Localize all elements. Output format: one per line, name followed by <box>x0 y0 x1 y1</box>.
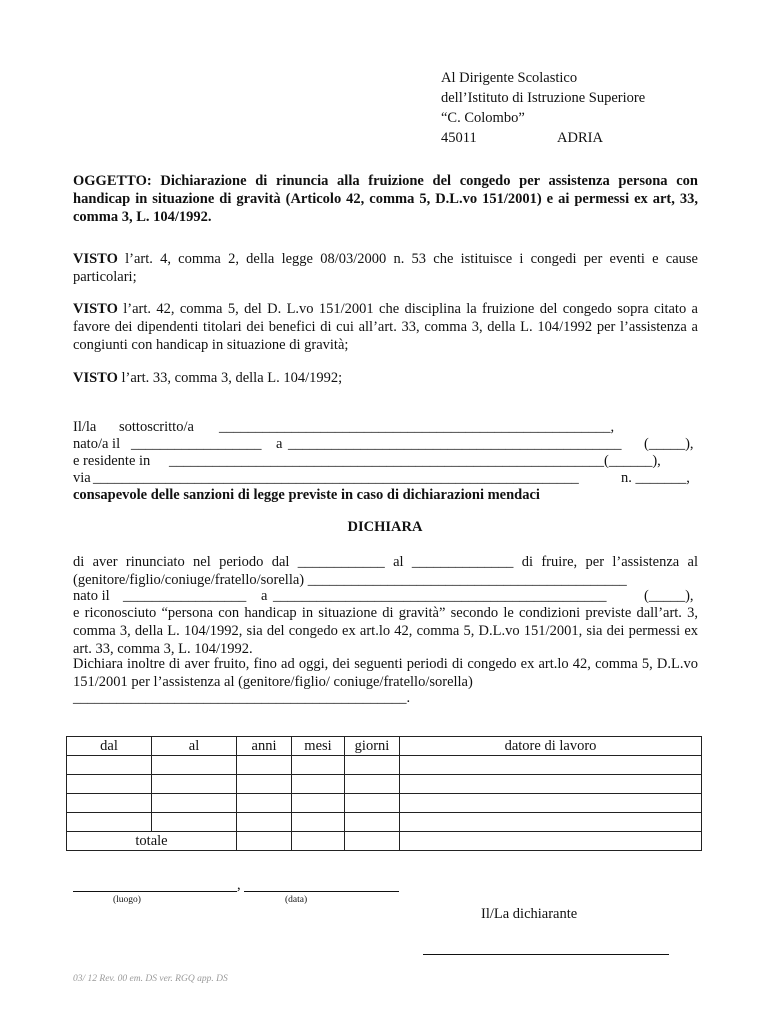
visto-text-1: l’art. 4, comma 2, della legge 08/03/2000 n. 53 che istituisce i congedi per eventi e cause particolari; <box>73 251 698 285</box>
table-cell[interactable] <box>237 794 292 813</box>
visto-label-2: VISTO <box>73 301 118 317</box>
periods-table <box>66 736 702 851</box>
label-nato-il-2: nato il <box>73 588 110 604</box>
table-row <box>67 775 702 794</box>
visto-paragraph-3 <box>73 369 698 387</box>
label-via: via <box>73 470 91 486</box>
body-paragraph-1: di aver rinunciato nel periodo dal ____________ al ______________ di fruire, per l’assistenza al (genitore/figlio/coniuge/fratello/sorella) ____________________________________________ <box>73 554 698 588</box>
table-total-row <box>67 832 702 851</box>
table-cell[interactable] <box>237 813 292 832</box>
birth-place-field[interactable]: ______________________________________________ <box>288 436 622 452</box>
table-header-row <box>67 737 702 756</box>
table-cell[interactable] <box>237 775 292 794</box>
table-cell[interactable] <box>400 813 702 832</box>
body-row-nato <box>73 587 698 605</box>
label-il-la: Il/la <box>73 419 97 435</box>
table-row <box>67 794 702 813</box>
name-field[interactable]: ______________________________________________________, <box>219 419 615 435</box>
street-field[interactable]: ___________________________________________________________________ <box>93 470 579 486</box>
table-cell[interactable] <box>67 794 152 813</box>
relative-birth-date-field[interactable]: _________________ <box>123 588 247 604</box>
header-dal: dal <box>67 737 152 756</box>
table-cell[interactable] <box>400 775 702 794</box>
form-row-residence <box>73 452 698 470</box>
address-line-2: dell’Istituto di Istruzione Superiore <box>441 90 646 106</box>
relative-province-field[interactable]: (_____), <box>644 588 694 604</box>
table-cell[interactable] <box>345 775 400 794</box>
street-number-field[interactable]: n. _______, <box>621 470 690 486</box>
header-giorni: giorni <box>345 737 400 756</box>
table-cell[interactable] <box>67 775 152 794</box>
label-data: (data) <box>285 895 308 905</box>
table-cell[interactable] <box>152 756 237 775</box>
birth-province-field[interactable]: (_____), <box>644 436 694 452</box>
total-cell[interactable] <box>292 832 345 851</box>
table-cell[interactable] <box>292 813 345 832</box>
signature-label: Il/La dichiarante <box>481 906 578 922</box>
form-row-name <box>73 418 698 436</box>
visto-text-3: l’art. 33, comma 3, della L. 104/1992; <box>117 370 343 386</box>
visto-paragraph-2 <box>73 300 698 354</box>
dichiara-heading: DICHIARA <box>347 519 423 535</box>
table-cell[interactable] <box>292 794 345 813</box>
total-cell[interactable] <box>400 832 702 851</box>
place-field[interactable] <box>73 891 237 892</box>
visto-text-2: l’art. 42, comma 5, del D. L.vo 151/2001 che disciplina la fruizione del congedo sopra citato a favore dei dipendenti titolari dei benefici di cui all’art. 33, comma 3, della L. 104/1992 per l’assistenza a congiunti con handicap in situazione di gravità; <box>73 301 698 353</box>
birth-date-field[interactable]: __________________ <box>131 436 262 452</box>
header-anni: anni <box>237 737 292 756</box>
header-mesi: mesi <box>292 737 345 756</box>
table-row <box>67 756 702 775</box>
body-paragraph-4: Dichiara inoltre di aver fruito, fino ad oggi, dei seguenti periodi di congedo ex art.lo 42, comma 5, D.L.vo 151/2001 per l’assistenza al (genitore/figlio/ coniuge/fratello/sorella) <box>73 656 698 690</box>
visto-label-3: VISTO <box>73 370 118 386</box>
table-cell[interactable] <box>152 794 237 813</box>
document-footer: 03/ 12 Rev. 00 em. DS ver. RGQ app. DS <box>73 974 228 984</box>
header-datore: datore di lavoro <box>400 737 702 756</box>
relative-name-field[interactable]: ______________________________________________. <box>73 690 411 706</box>
table-cell[interactable] <box>67 756 152 775</box>
residence-field[interactable]: ____________________________________________________________(______), <box>169 453 661 469</box>
subject: OGGETTO: Dichiarazione di rinuncia alla fruizione del congedo per assistenza persona con handicap in situazione di gravità (Articolo 42, comma 5, D.L.vo 151/2001) e ai permessi ex art, 33, comma 3, L. 104/1992. <box>73 173 698 225</box>
table-row <box>67 813 702 832</box>
total-cell[interactable] <box>345 832 400 851</box>
consapevole-statement: consapevole delle sanzioni di legge previste in caso di dichiarazioni mendaci <box>73 487 540 503</box>
visto-paragraph-1 <box>73 250 698 286</box>
table-cell[interactable] <box>292 775 345 794</box>
label-sottoscritto: sottoscritto/a <box>119 419 194 435</box>
total-label: totale <box>67 832 237 851</box>
label-luogo: (luogo) <box>113 895 141 905</box>
recipient-address <box>441 68 645 148</box>
label-nato-il: nato/a il <box>73 436 121 452</box>
table-cell[interactable] <box>400 794 702 813</box>
date-field[interactable] <box>244 891 399 892</box>
total-cell[interactable] <box>237 832 292 851</box>
table-cell[interactable] <box>400 756 702 775</box>
label-residente: e residente in <box>73 453 151 469</box>
table-cell[interactable] <box>152 775 237 794</box>
form-row-street <box>73 469 698 487</box>
table-cell[interactable] <box>152 813 237 832</box>
table-cell[interactable] <box>67 813 152 832</box>
signature-field[interactable] <box>423 954 669 955</box>
address-line-3: “C. Colombo” <box>441 110 525 126</box>
label-a: a <box>276 436 283 452</box>
address-line-4 <box>441 128 645 148</box>
body-paragraph-3: e riconosciuto “persona con handicap in situazione di gravità” secondo le condizioni previste dall’art. 3, comma 3, della L. 104/1992, sia del congedo ex art.lo 42, comma 5, D.L.vo 151/2001, sia dei permessi ex art. 33, comma 3, L. 104/1992. <box>73 605 698 657</box>
table-cell[interactable] <box>237 756 292 775</box>
form-row-birth <box>73 435 698 453</box>
address-city: ADRIA <box>557 130 603 146</box>
table-cell[interactable] <box>292 756 345 775</box>
header-al: al <box>152 737 237 756</box>
place-date-comma: , <box>237 877 241 893</box>
label-a-2: a <box>261 588 268 604</box>
visto-label-1: VISTO <box>73 251 118 267</box>
relative-birth-place-field[interactable]: ______________________________________________ <box>273 588 607 604</box>
address-line-1: Al Dirigente Scolastico <box>441 70 578 86</box>
table-cell[interactable] <box>345 813 400 832</box>
address-cap: 45011 <box>441 130 477 146</box>
table-cell[interactable] <box>345 756 400 775</box>
table-cell[interactable] <box>345 794 400 813</box>
